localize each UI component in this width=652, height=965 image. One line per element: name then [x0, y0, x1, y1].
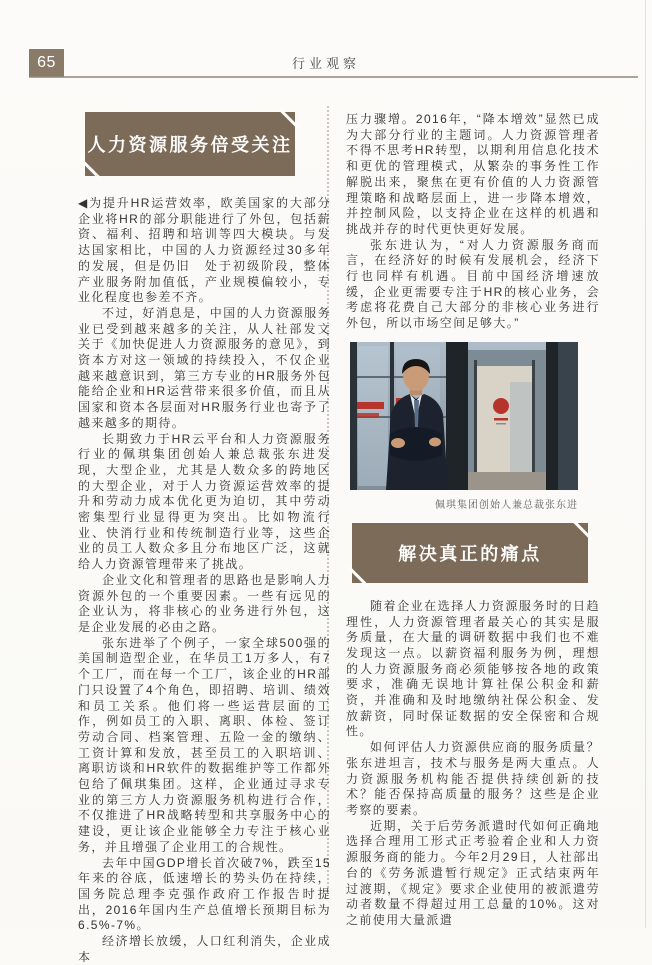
paragraph: 张东进认为，“对人力资源服务商而言，在经济好的时候有发展机会，经济下行也同样有机遇。目前中国经济增速放缓，企业更需要专注于HR的核心业务，会考虑将花费自己大部分的非核心业务进行外包，所以市场空间足够大。”	[346, 237, 600, 331]
paragraph: 不过，好消息是，中国的人力资源服务业已受到越来越多的关注，从人社部发文关于《加快促进人力资源服务的意见》，到资本方对这一领域的持续投入，不仅企业越来越意识到，第三方专业的HR服务外包能给企业和HR运营带来很多价值，而且从国家和资本各层面对HR服务行业也寄予了越来越多的期待。	[78, 305, 331, 430]
executive-photo-illustration	[350, 342, 578, 490]
article-title-1: 人力资源服务倍受关注	[87, 135, 293, 155]
paragraph: 近期，关于后劳务派遣时代如何正确地选择合理用工形式正考验着企业和人力资源服务商的能力。今年2月29日，人社部出台的《劳务派遣暂行规定》正式结束两年过渡期，《规定》要求企业使用的被派遣劳动者数量不得超过用工总量的10%。这对之前使用大量派遣	[346, 818, 600, 927]
right-column-text-bottom	[346, 599, 600, 929]
page-edge-line	[645, 0, 646, 928]
header-rule	[29, 76, 638, 78]
company-logo-icon	[493, 398, 509, 414]
entrance	[468, 350, 546, 490]
corner-mark-icon	[278, 108, 300, 130]
page-number-badge: 65	[29, 49, 64, 77]
paragraph: 去年中国GDP增长首次破7%，跌至15年来的谷底，低速增长的势头仍在持续，国务院总理李克强作政府工作报告时提出，2016年国内生产总值增长预期目标为6.5%-7%。	[78, 855, 331, 933]
paragraph: 企业文化和管理者的思路也是影响人力资源外包的一个重要因素。一些有远见的企业认为，将非核心的业务进行外包，这是企业发展的必由之路。	[78, 572, 331, 634]
section-header: 行业观察	[291, 56, 360, 71]
corner-mark-icon	[571, 518, 593, 540]
right-column	[346, 112, 600, 929]
left-column-text	[78, 196, 331, 965]
photo-caption: 佩琪集团创始人兼总裁张东进	[435, 499, 578, 511]
article-title-box-1	[85, 112, 295, 176]
paragraph: 张东进举了个例子，一家全球500强的美国制造型企业，在华员工1万多人，有7个工厂，而在每一个工厂，该企业的HR部门只设置了4个角色，即招聘、培训、绩效和员工关系。他们将一些运营层面的工作，例如员工的入职、离职、体检、签订劳动合同、档案管理、五险一金的缴纳、工资计算和发放，甚至员工的入职培训、离职访谈和HR软件的数据维护等工作都外包给了佩琪集团。这样，企业通过寻求专业的第三方人力资源服务机构进行合作，不仅推进了HR战略转型和共享服务中心的建设，更让该企业能够全力专注于核心业务，并且增强了企业用工的合规性。	[78, 635, 331, 854]
right-column-text-top	[346, 112, 600, 332]
executive-photo	[350, 342, 578, 490]
paragraph: 如何评估人力资源供应商的服务质量？张东进坦言，技术与服务是两大重点。人力资源服务机构能否提供持续创新的技术？能否保持高质量的服务？这些是企业考察的要素。	[346, 740, 600, 817]
paragraph: 经济增长放缓，人口红利消失，企业成本	[78, 934, 331, 964]
paragraph: 长期致力于HR云平台和人力资源服务行业的佩琪集团创始人兼总裁张东进发现，大型企业，尤其是人数众多的跨地区的大型企业，对于人力资源运营效率的提升和劳动力成本优化更为迫切，其中劳动密集型行业显得更为突出。比如物流行业、快消行业和传统制造行业等，这些企业的员工人数众多且分布地区广泛，这就给人力资源管理带来了挑战。	[78, 431, 331, 572]
paragraph: 压力骤增。2016年，“降本增效”显然已成为大部分行业的主题词。人力资源管理者不得不思考HR转型，以期利用信息化技术和更优的管理模式，从繁杂的事务性工作解脱出来，聚焦在更有价值的人力资源管理策略和战略层面上，进一步降本增效，并控制风险，以支持企业在这样的机遇和挑战并存的时代更快更好发展。	[346, 112, 600, 236]
article-title-box-2	[352, 523, 588, 583]
paragraph: ◀为提升HR运营效率，欧美国家的大部分企业将HR的部分职能进行了外包，包括薪资、福利、招聘和培训等四大模块。与发达国家相比，中国的人力资源经过30多年的发展，但是仍旧 处于初级阶段，整体产业服务附加值低，产业规模偏较小，专业化程度也参差不齐。	[78, 196, 331, 305]
left-column	[78, 112, 331, 965]
corner-mark-icon	[80, 159, 102, 181]
corner-mark-icon	[347, 565, 369, 587]
paragraph: 随着企业在选择人力资源服务时的日趋理性，人力资源管理者最关心的其实是服务质量，在大量的调研数据中我们也不难发现这一点。以薪资福利服务为例，理想的人力资源服务商必须能够按各地的政策要求，准确无误地计算社保公积金和薪资，并准确和及时地缴纳社保公积金、发放薪资，同时保证数据的安全保密和合规性。	[346, 598, 600, 739]
article-title-2: 解决真正的痛点	[398, 543, 542, 564]
